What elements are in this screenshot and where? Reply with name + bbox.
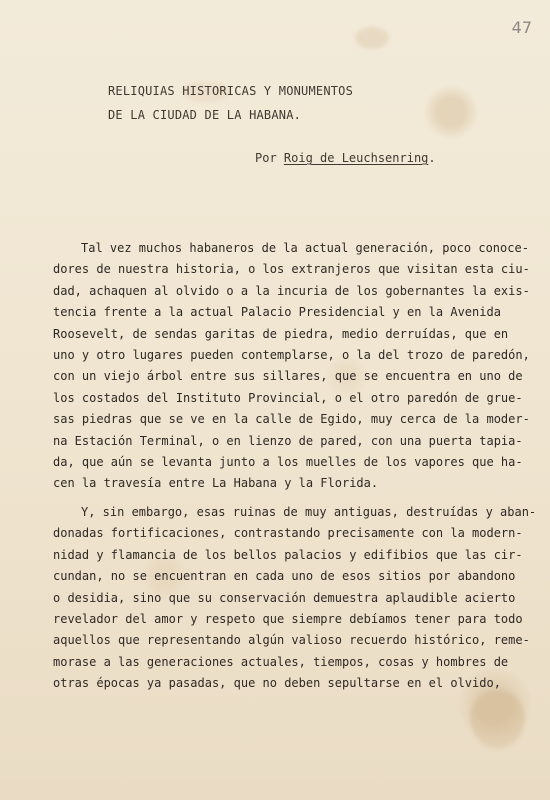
author-suffix: . — [428, 151, 436, 165]
text-line: donadas fortificaciones, contrastando precisamente con la modern- — [53, 526, 523, 541]
text-line: o desidia, sino que su conservación demuestra aplaudible acierto — [53, 590, 516, 605]
title-line-1: RELIQUIAS HISTORICAS Y MONUMENTOS — [108, 84, 354, 98]
text-line: dad, achaquen al olvido o a la incuria de los gobernantes la exis- — [53, 283, 530, 298]
paragraph — [53, 502, 537, 695]
paragraph — [53, 238, 530, 495]
text-line: Roosevelt, de sendas garitas de piedra, medio derruídas, que en — [53, 326, 509, 341]
document-title — [108, 79, 428, 127]
text-line: cundan, no se encuentran en cada uno de esos sitios por abandono — [53, 569, 516, 584]
text-line: con un viejo árbol entre sus sillares, que se encuentra en uno de — [53, 369, 523, 384]
text-line: nidad y flamancia de los bellos palacios y edifibios que las cir- — [53, 547, 523, 562]
text-line: morase a las generaciones actuales, tiempos, cosas y hombres de — [53, 654, 509, 669]
author-name: Roig de Leuchsenring — [283, 151, 429, 165]
text-line: sas piedras que se ve en la calle de Egido, muy cerca de la moder- — [53, 412, 530, 427]
paper-stain — [355, 27, 389, 49]
text-line: da, que aún se levanta junto a los muelles de los vapores que ha- — [53, 455, 523, 470]
title-line-2: DE LA CIUDAD DE LA HABANA. — [108, 108, 302, 122]
body-text — [53, 238, 537, 695]
text-line: dores de nuestra historia, o los extranjeros que visitan esta ciu- — [53, 262, 530, 277]
paper-stain — [470, 690, 525, 748]
text-line: aquellos que representando algún valioso recuerdo histórico, reme- — [53, 633, 530, 648]
text-line: cen la travesía entre La Habana y la Florida. — [53, 476, 379, 491]
text-line: los costados del Instituto Provincial, o el otro paredón de grue- — [53, 390, 523, 405]
author-prefix: Por — [255, 151, 284, 165]
author-line — [255, 149, 436, 167]
text-line: Tal vez muchos habaneros de la actual generación, poco conoce- — [81, 241, 529, 255]
text-line: na Estación Terminal, o en lienzo de pared, con una puerta tapia- — [53, 433, 523, 448]
text-line: otras épocas ya pasadas, que no deben sepultarse en el olvido, — [53, 676, 501, 691]
text-line: Y, sin embargo, esas ruinas de muy antiguas, destruídas y aban- — [81, 504, 537, 519]
text-line: tencia frente a la actual Palacio Presidencial y en la Avenida — [53, 305, 501, 320]
text-line: uno y otro lugares pueden contemplarse, o la del trozo de paredón, — [53, 348, 530, 363]
text-line: revelador del amor y respeto que siempre debíamos tener para todo — [53, 611, 523, 626]
page-number: 47 — [511, 18, 532, 37]
